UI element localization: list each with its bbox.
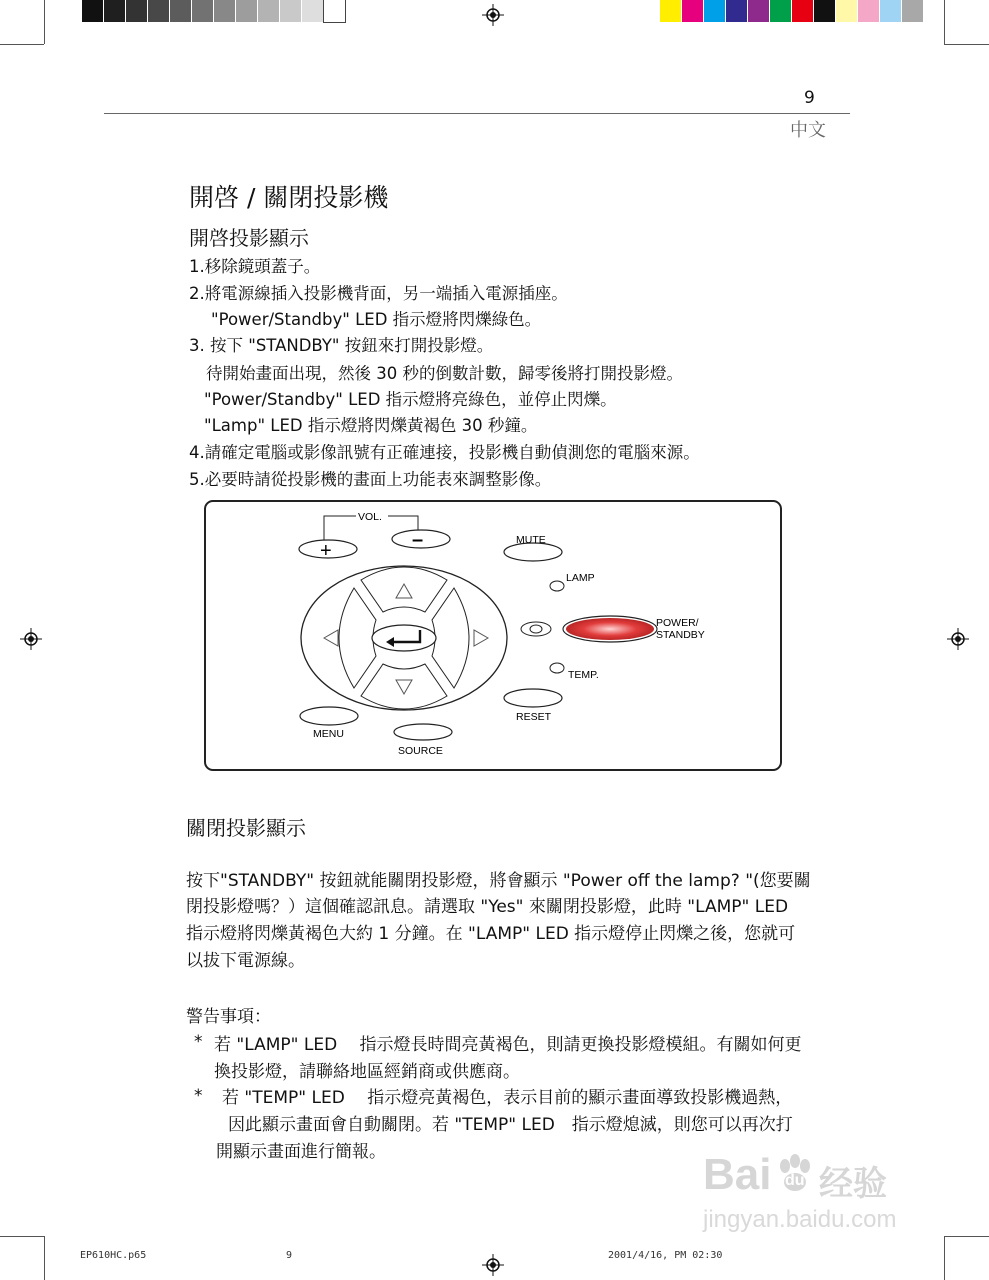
source-label: SOURCE	[398, 745, 443, 757]
color-swatch	[902, 0, 923, 22]
crop-mark	[0, 1236, 44, 1237]
instruction-line: "Power/Standby" LED 指示燈將亮綠色，並停止閃爍。	[204, 390, 617, 409]
lamp-led	[550, 581, 564, 591]
color-swatch	[814, 0, 835, 22]
vol-bracket	[388, 516, 418, 530]
color-swatch	[858, 0, 879, 22]
color-swatch	[880, 0, 901, 22]
power-label: POWER/	[656, 617, 699, 629]
color-swatch	[126, 0, 147, 22]
section-title: 開啓 / 關閉投影機	[189, 183, 389, 212]
power-off-heading: 關閉投影顯示	[186, 816, 306, 840]
color-swatch	[104, 0, 125, 22]
temp-led	[550, 663, 564, 673]
crop-mark	[944, 44, 989, 45]
instruction-line: 待開始畫面出現，然後 30 秒的倒數計數，歸零後將打開投影燈。	[206, 364, 683, 383]
power-on-heading: 開啓投影顯示	[189, 226, 309, 250]
instruction-line: 2.將電源線插入投影機背面，另一端插入電源插座。	[189, 284, 568, 303]
watermark-url: jingyan.baidu.com	[703, 1206, 897, 1233]
registration-mark-icon	[20, 628, 42, 650]
language-label: 中文	[790, 120, 826, 141]
source-button[interactable]	[394, 724, 452, 740]
color-swatch	[148, 0, 169, 22]
control-panel-drawing	[206, 502, 780, 769]
footer-filename: EP610HC.p65	[80, 1250, 147, 1261]
crop-mark	[944, 1236, 945, 1280]
color-swatch	[682, 0, 703, 22]
warning-line: 因此顯示畫面會自動關閉。若 "TEMP" LED 指示燈熄滅，則您可以再次打	[228, 1115, 793, 1135]
baidu-watermark	[703, 1150, 933, 1240]
color-swatch	[704, 0, 725, 22]
instruction-line: "Lamp" LED 指示燈將閃爍黃褐色 30 秒鐘。	[204, 416, 538, 435]
color-swatch	[660, 0, 681, 22]
crop-mark	[0, 44, 44, 45]
color-swatch	[324, 0, 345, 22]
registration-mark-icon	[482, 1254, 504, 1276]
vol-label: VOL.	[358, 511, 382, 523]
warning-line: 換投影燈，請聯絡地區經銷商或供應商。	[214, 1062, 520, 1082]
color-swatch	[792, 0, 813, 22]
color-swatch	[236, 0, 257, 22]
color-swatch	[748, 0, 769, 22]
paragraph-line: 按下"STANDBY" 按鈕就能關閉投影燈，將會顯示 "Power off the lamp? "(您要關	[186, 871, 811, 891]
footer-page: 9	[286, 1250, 293, 1261]
menu-button[interactable]	[300, 707, 358, 725]
watermark-brand-du: du	[785, 1172, 805, 1189]
standby-label: STANDBY	[656, 629, 705, 641]
registration-mark-icon	[947, 628, 969, 650]
instruction-line: 1.移除鏡頭蓋子。	[189, 257, 321, 276]
crop-mark	[44, 1236, 45, 1280]
header-rule	[104, 113, 850, 114]
warning-line: 開顯示畫面進行簡報。	[216, 1142, 386, 1162]
crop-mark	[944, 0, 945, 44]
reset-button[interactable]	[504, 689, 562, 707]
power-led-inner	[530, 625, 542, 633]
instruction-line: 5.必要時請從投影機的畫面上功能表來調整影像。	[189, 470, 552, 489]
paragraph-line: 以拔下電源線。	[186, 951, 305, 971]
temp-label: TEMP.	[568, 669, 599, 681]
reset-label: RESET	[516, 711, 552, 723]
color-swatch	[258, 0, 279, 22]
menu-label: MENU	[313, 728, 344, 740]
instruction-line: "Power/Standby" LED 指示燈將閃爍綠色。	[211, 310, 542, 329]
enter-button[interactable]	[372, 625, 436, 651]
color-swatch	[280, 0, 301, 22]
watermark-brand: Bai	[703, 1150, 772, 1199]
registration-mark-icon	[482, 4, 504, 26]
minus-icon: –	[412, 529, 424, 551]
lamp-label: LAMP	[566, 572, 595, 584]
crop-mark	[944, 1236, 989, 1237]
warnings-heading: 警告事項：	[186, 1007, 271, 1027]
paragraph-line: 閉投影燈嗎？）這個確認訊息。請選取 "Yes" 來關閉投影燈，此時 "LAMP" LED	[186, 897, 789, 917]
instruction-line: 4.請確定電腦或影像訊號有正確連接，投影機自動偵測您的電腦來源。	[189, 443, 700, 462]
color-swatch	[214, 0, 235, 22]
warning-line: 若 "LAMP" LED 指示燈長時間亮黃褐色，則請更換投影燈模組。有關如何更	[214, 1035, 802, 1055]
bullet-icon: *	[194, 1086, 203, 1106]
bullet-icon: *	[194, 1032, 203, 1052]
color-swatch	[770, 0, 791, 22]
page-number: 9	[804, 88, 815, 108]
color-swatch	[836, 0, 857, 22]
mute-label: MUTE	[516, 534, 546, 546]
crop-mark	[44, 0, 45, 44]
color-swatch	[726, 0, 747, 22]
color-swatch	[192, 0, 213, 22]
control-panel-diagram	[204, 500, 782, 771]
plus-icon: +	[320, 540, 332, 562]
color-swatch	[82, 0, 103, 22]
power-standby-glow	[566, 618, 654, 640]
instruction-line: 3. 按下 "STANDBY" 按鈕來打開投影燈。	[189, 336, 494, 355]
footer-timestamp: 2001/4/16, PM 02:30	[608, 1250, 723, 1261]
color-swatch	[170, 0, 191, 22]
color-swatch	[302, 0, 323, 22]
warning-line: 若 "TEMP" LED 指示燈亮黃褐色，表示目前的顯示畫面導致投影機過熱，	[222, 1088, 793, 1108]
watermark-cn: 经验	[819, 1164, 887, 1204]
paragraph-line: 指示燈將閃爍黃褐色大約 1 分鐘。在 "LAMP" LED 指示燈停止閃爍之後，您就可	[186, 924, 796, 944]
